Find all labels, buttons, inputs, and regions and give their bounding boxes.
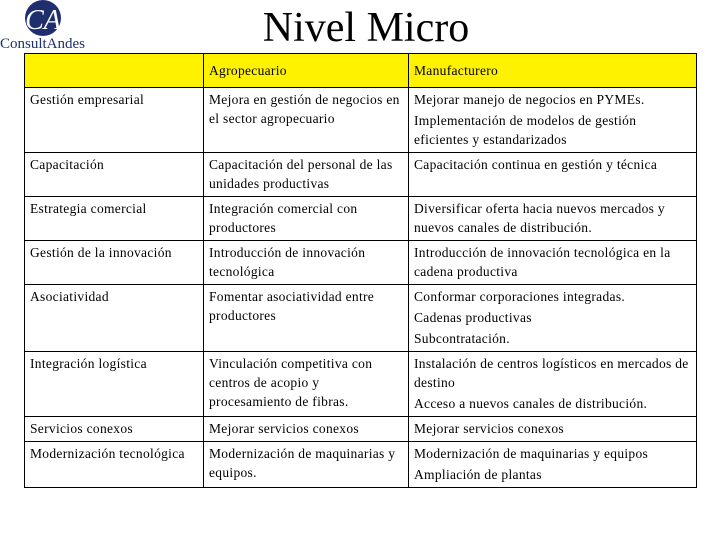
- brand-name: ConsultAndes: [0, 36, 86, 52]
- cell-line: Implementación de modelos de gestión eficientes y estandarizados: [414, 113, 637, 147]
- cell-agropecuario: [204, 153, 409, 197]
- row-label: Estrategia comercial: [25, 197, 204, 241]
- cell-agropecuario: [204, 417, 409, 442]
- cell-manufacturero: [409, 197, 697, 241]
- cell-line: Fomentar asociatividad entre productores: [209, 289, 375, 323]
- cell-agropecuario: [204, 285, 409, 352]
- cell-line: Ampliación de plantas: [414, 467, 542, 482]
- cell-manufacturero: [409, 153, 697, 197]
- cell-line: Acceso a nuevos canales de distribución.: [414, 396, 648, 411]
- table-row: [25, 153, 697, 197]
- cell-line: Conformar corporaciones integradas.: [414, 289, 626, 304]
- cell-line: Introducción de innovación tecnológica: [209, 245, 366, 279]
- cell-manufacturero: [409, 442, 697, 488]
- cell-line: Mejorar manejo de negocios en PYMEs.: [414, 92, 645, 107]
- cell-line: Mejora en gestión de negocios en el sector agropecuario: [209, 92, 400, 126]
- strategy-table: [24, 53, 697, 488]
- table-row: [25, 241, 697, 285]
- row-label: Modernización tecnológica: [25, 442, 204, 488]
- cell-line: Modernización de maquinarias y equipos: [414, 446, 649, 461]
- cell-line: Introducción de innovación tecnológica en la cadena productiva: [414, 245, 671, 279]
- cell-line: Cadenas productivas: [414, 310, 532, 325]
- row-label: Integración logística: [25, 352, 204, 417]
- cell-line: Diversificar oferta hacia nuevos mercados y nuevos canales de distribución.: [414, 201, 665, 235]
- cell-line: Vinculación competitiva con centros de acopio y procesamiento de fibras.: [209, 356, 373, 409]
- header-agropecuario: Agropecuario: [204, 54, 409, 88]
- header-manufacturero: Manufacturero: [409, 54, 697, 88]
- table-row: [25, 352, 697, 417]
- cell-line: Mejorar servicios conexos: [414, 421, 564, 436]
- row-label: Gestión empresarial: [25, 88, 204, 153]
- cell-manufacturero: [409, 417, 697, 442]
- row-label: Asociatividad: [25, 285, 204, 352]
- cell-agropecuario: [204, 197, 409, 241]
- svg-text:CA: CA: [25, 5, 61, 36]
- cell-line: Instalación de centros logísticos en mercados de destino: [414, 356, 689, 390]
- cell-agropecuario: [204, 241, 409, 285]
- table-row: [25, 442, 697, 488]
- cell-line: Modernización de maquinarias y equipos.: [209, 446, 396, 480]
- cell-manufacturero: [409, 285, 697, 352]
- cell-line: Mejorar servicios conexos: [209, 421, 359, 436]
- cell-agropecuario: [204, 442, 409, 488]
- cell-agropecuario: [204, 88, 409, 153]
- row-label: Servicios conexos: [25, 417, 204, 442]
- cell-line: Capacitación continua en gestión y técnica: [414, 157, 658, 172]
- header-corner-cell: [25, 54, 204, 88]
- cell-agropecuario: [204, 352, 409, 417]
- table-row: [25, 285, 697, 352]
- table-header-row: [25, 54, 697, 88]
- cell-line: Subcontratación.: [414, 331, 510, 346]
- table-row: [25, 417, 697, 442]
- table-row: [25, 88, 697, 153]
- cell-line: Integración comercial con productores: [209, 201, 358, 235]
- row-label: Capacitación: [25, 153, 204, 197]
- cell-manufacturero: [409, 88, 697, 153]
- cell-line: Capacitación del personal de las unidades productivas: [209, 157, 393, 191]
- cell-manufacturero: [409, 352, 697, 417]
- table-row: [25, 197, 697, 241]
- cell-manufacturero: [409, 241, 697, 285]
- row-label: Gestión de la innovación: [25, 241, 204, 285]
- page-title: Nivel Micro: [262, 5, 470, 51]
